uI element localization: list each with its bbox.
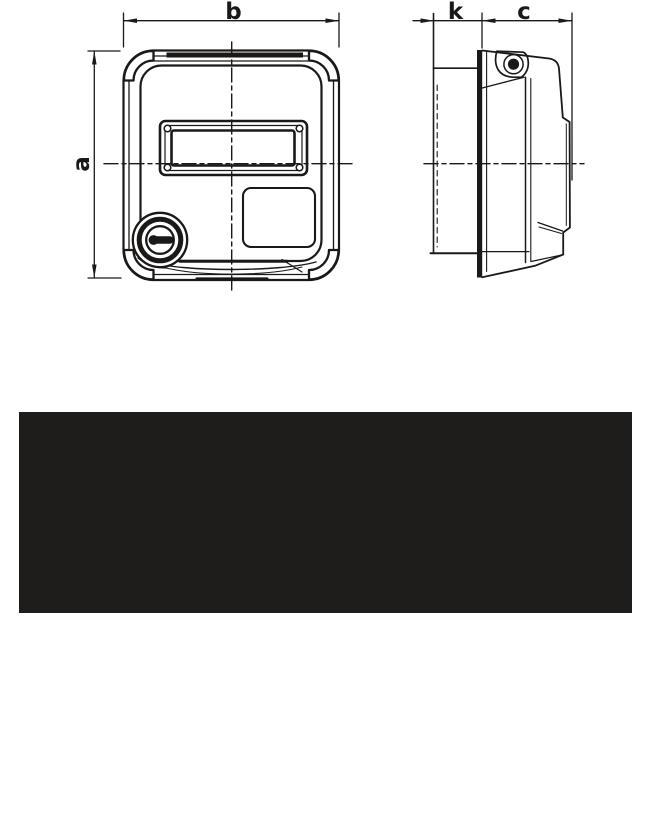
dimension-label-a: a bbox=[69, 156, 95, 172]
latch-diagonal-1 bbox=[538, 223, 563, 232]
display-window-inner bbox=[172, 131, 295, 166]
latch-diagonal-2 bbox=[539, 227, 562, 234]
lock-keyhole bbox=[149, 235, 173, 245]
lock bbox=[133, 213, 187, 267]
display-corner-screw bbox=[164, 164, 171, 171]
dimension-label-c: c bbox=[517, 0, 531, 25]
corner-bumper-top-right bbox=[309, 51, 339, 81]
display-corner-screw bbox=[296, 164, 303, 171]
corner-bumper-top-left bbox=[124, 51, 154, 81]
screw-head bbox=[508, 59, 519, 70]
dimension-label-k: k bbox=[447, 0, 464, 25]
label-plate bbox=[243, 188, 315, 247]
display-corner-screw bbox=[164, 125, 171, 132]
drawing-ink-group bbox=[19, 0, 632, 613]
display-corner-screw bbox=[296, 125, 303, 132]
front-top-groove bbox=[167, 53, 304, 58]
front-view bbox=[104, 42, 355, 294]
display-window-outer bbox=[160, 121, 307, 175]
corner-bumper-bottom-right bbox=[309, 250, 339, 280]
cover-shoulder bbox=[482, 77, 524, 88]
redacted-block bbox=[19, 412, 632, 613]
dimension-label-b: b bbox=[225, 0, 242, 25]
display-window bbox=[160, 121, 307, 175]
side-view bbox=[424, 14, 584, 278]
